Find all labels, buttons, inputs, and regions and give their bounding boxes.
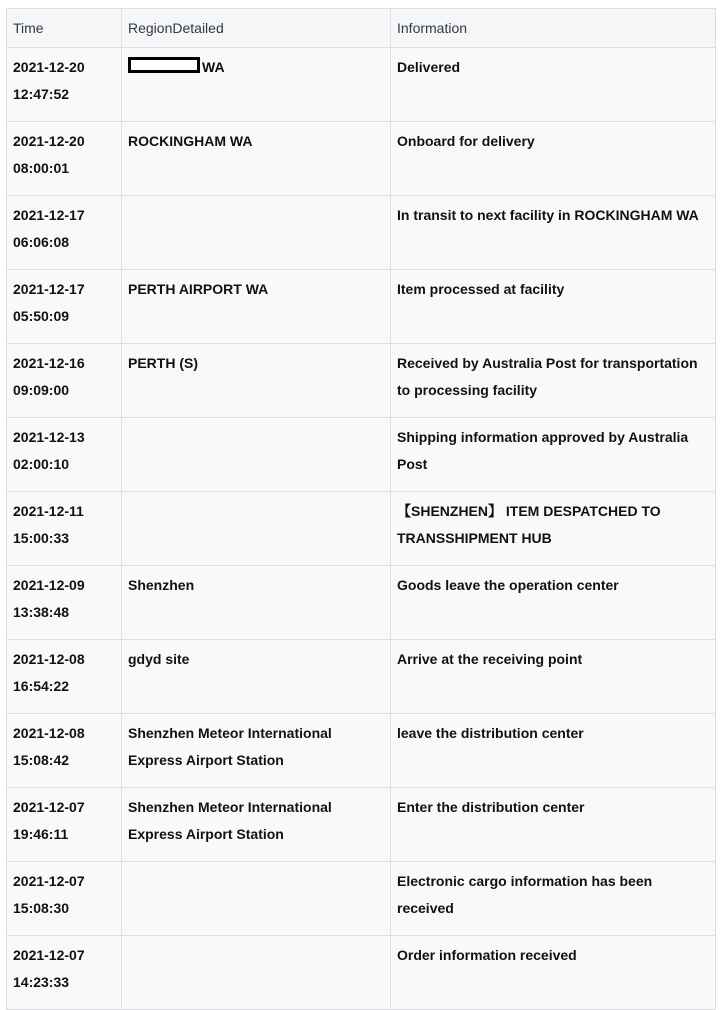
information-cell bbox=[391, 492, 716, 566]
event-date: 2021-12-20 bbox=[13, 133, 85, 149]
table-body bbox=[7, 48, 716, 1010]
event-time: 09:09:00 bbox=[13, 382, 70, 398]
region-cell bbox=[122, 48, 391, 122]
event-time: 15:00:33 bbox=[13, 530, 70, 546]
time-cell bbox=[7, 714, 122, 788]
region-cell bbox=[122, 196, 391, 270]
information-text: Enter the distribution center bbox=[397, 799, 585, 815]
event-date: 2021-12-07 bbox=[13, 873, 85, 889]
time-cell bbox=[7, 566, 122, 640]
tracking-table bbox=[6, 8, 716, 1010]
table-row bbox=[7, 936, 716, 1010]
region-text: PERTH (S) bbox=[128, 355, 198, 371]
region-cell bbox=[122, 714, 391, 788]
time-cell bbox=[7, 418, 122, 492]
region-text: PERTH AIRPORT WA bbox=[128, 281, 269, 297]
information-cell bbox=[391, 936, 716, 1010]
region-cell bbox=[122, 936, 391, 1010]
information-cell bbox=[391, 640, 716, 714]
header-row bbox=[7, 9, 716, 48]
region-cell bbox=[122, 788, 391, 862]
information-text: Arrive at the receiving point bbox=[397, 651, 583, 667]
information-text: Goods leave the operation center bbox=[397, 577, 619, 593]
event-time: 02:00:10 bbox=[13, 456, 70, 472]
information-text: Received by Australia Post for transportation to processing facility bbox=[397, 355, 698, 398]
time-cell bbox=[7, 492, 122, 566]
table-row bbox=[7, 714, 716, 788]
region-cell bbox=[122, 270, 391, 344]
event-date: 2021-12-09 bbox=[13, 577, 85, 593]
time-cell bbox=[7, 344, 122, 418]
information-text: leave the distribution center bbox=[397, 725, 584, 741]
information-text: 【SHENZHEN】 ITEM DESPATCHED TO TRANSSHIPMENT HUB bbox=[397, 503, 661, 546]
event-time: 08:00:01 bbox=[13, 160, 70, 176]
information-cell bbox=[391, 48, 716, 122]
event-date: 2021-12-11 bbox=[13, 503, 84, 519]
table-row bbox=[7, 862, 716, 936]
event-date: 2021-12-17 bbox=[13, 207, 85, 223]
information-cell bbox=[391, 862, 716, 936]
time-cell bbox=[7, 122, 122, 196]
region-text: Shenzhen Meteor International Express Airport Station bbox=[128, 799, 332, 842]
event-time: 15:08:30 bbox=[13, 900, 70, 916]
event-date: 2021-12-07 bbox=[13, 799, 85, 815]
table-row bbox=[7, 418, 716, 492]
time-cell bbox=[7, 270, 122, 344]
table-row bbox=[7, 566, 716, 640]
time-cell bbox=[7, 196, 122, 270]
information-text: Order information received bbox=[397, 947, 577, 963]
time-cell bbox=[7, 788, 122, 862]
information-text: Onboard for delivery bbox=[397, 133, 535, 149]
header-information: Information bbox=[391, 9, 716, 48]
region-cell bbox=[122, 640, 391, 714]
region-text: ROCKINGHAM WA bbox=[128, 133, 253, 149]
information-cell bbox=[391, 714, 716, 788]
information-text: Shipping information approved by Australia Post bbox=[397, 429, 689, 472]
header-region-detailed: RegionDetailed bbox=[122, 9, 391, 48]
table-row bbox=[7, 640, 716, 714]
event-date: 2021-12-16 bbox=[13, 355, 85, 371]
information-cell bbox=[391, 418, 716, 492]
time-cell bbox=[7, 936, 122, 1010]
information-text: Item processed at facility bbox=[397, 281, 565, 297]
region-text: gdyd site bbox=[128, 651, 190, 667]
redaction-box bbox=[128, 57, 200, 73]
table-row bbox=[7, 492, 716, 566]
information-cell bbox=[391, 344, 716, 418]
table-row bbox=[7, 48, 716, 122]
event-time: 12:47:52 bbox=[13, 86, 70, 102]
region-cell bbox=[122, 344, 391, 418]
information-cell bbox=[391, 566, 716, 640]
information-text: Delivered bbox=[397, 59, 461, 75]
information-cell bbox=[391, 788, 716, 862]
region-cell bbox=[122, 122, 391, 196]
event-time: 13:38:48 bbox=[13, 604, 70, 620]
information-text: Electronic cargo information has been received bbox=[397, 873, 653, 916]
event-time: 16:54:22 bbox=[13, 678, 70, 694]
event-time: 06:06:08 bbox=[13, 234, 70, 250]
information-cell bbox=[391, 196, 716, 270]
event-time: 19:46:11 bbox=[13, 826, 69, 842]
time-cell bbox=[7, 48, 122, 122]
event-date: 2021-12-13 bbox=[13, 429, 85, 445]
time-cell bbox=[7, 862, 122, 936]
table-row bbox=[7, 270, 716, 344]
information-cell bbox=[391, 122, 716, 196]
region-text: Shenzhen Meteor International Express Airport Station bbox=[128, 725, 332, 768]
table-row bbox=[7, 788, 716, 862]
table-header bbox=[7, 9, 716, 48]
event-date: 2021-12-07 bbox=[13, 947, 85, 963]
region-text: Shenzhen bbox=[128, 577, 195, 593]
information-text: In transit to next facility in ROCKINGHAM WA bbox=[397, 207, 699, 223]
event-date: 2021-12-17 bbox=[13, 281, 85, 297]
event-date: 2021-12-20 bbox=[13, 59, 85, 75]
region-cell bbox=[122, 418, 391, 492]
table-row bbox=[7, 122, 716, 196]
event-time: 05:50:09 bbox=[13, 308, 70, 324]
time-cell bbox=[7, 640, 122, 714]
header-time: Time bbox=[7, 9, 122, 48]
region-cell bbox=[122, 566, 391, 640]
table-row bbox=[7, 196, 716, 270]
region-cell bbox=[122, 862, 391, 936]
event-time: 14:23:33 bbox=[13, 974, 70, 990]
region-cell bbox=[122, 492, 391, 566]
information-cell bbox=[391, 270, 716, 344]
event-date: 2021-12-08 bbox=[13, 725, 85, 741]
event-date: 2021-12-08 bbox=[13, 651, 85, 667]
event-time: 15:08:42 bbox=[13, 752, 70, 768]
region-text: WA bbox=[202, 59, 225, 75]
table-row bbox=[7, 344, 716, 418]
